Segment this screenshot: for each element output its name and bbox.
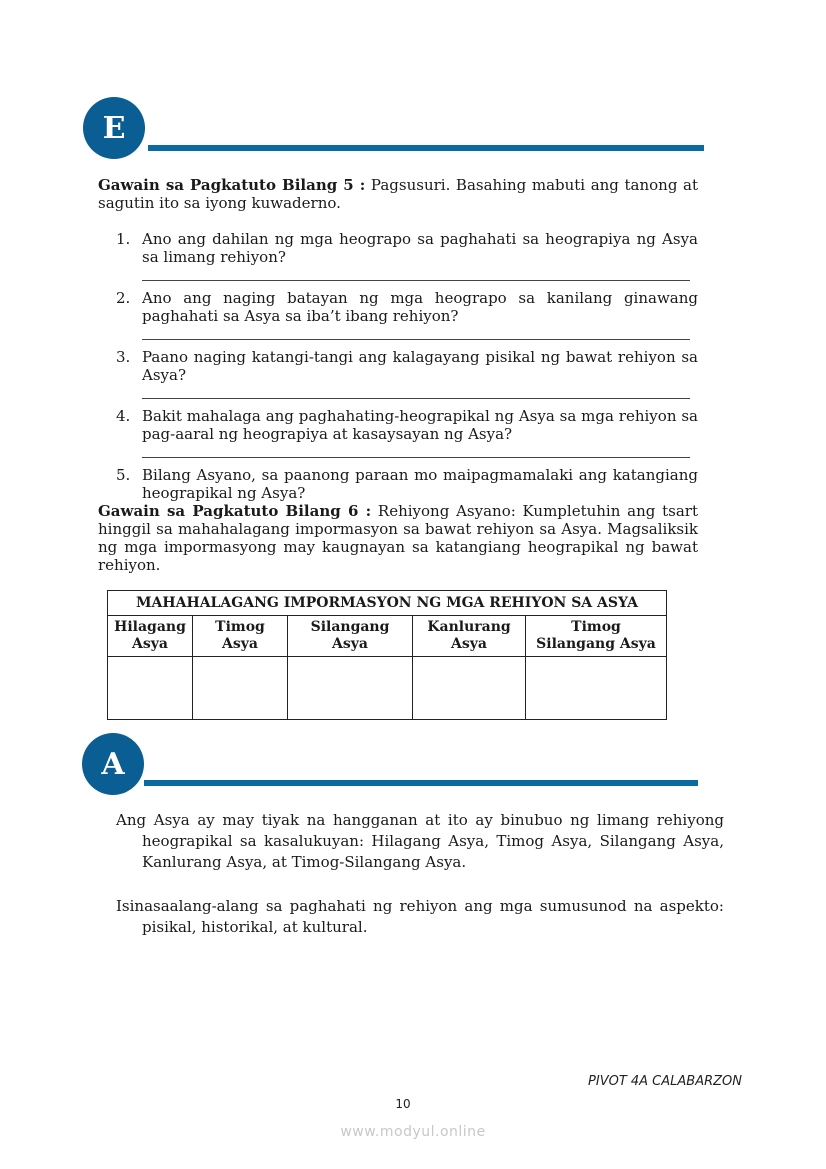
answer-cell-kanlurang-asya[interactable] [413, 657, 526, 720]
answer-line[interactable] [142, 447, 690, 458]
column-header-line: Hilagang [114, 619, 186, 635]
answer-line[interactable] [142, 270, 690, 281]
column-header-timog-silangang-asya [526, 616, 667, 657]
column-header-line: Asya [222, 636, 258, 652]
regions-info-table [107, 590, 667, 720]
answer-line[interactable] [142, 329, 690, 340]
question-number: 5. [116, 466, 131, 484]
column-header-timog-asya [193, 616, 288, 657]
section-a-paragraph: Ang Asya ay may tiyak na hangganan at ito ay binubuo ng limang rehiyong heograpikal sa kasalukuyan: Hilagang Asya, Timog Asya, Silangang Asya, Kanlurang Asya, at Timog-Silangang Asya. [116, 811, 724, 871]
column-header-line: Silangang [310, 619, 390, 635]
question-number: 1. [116, 230, 131, 248]
watermark: www.modyul.online [340, 1124, 486, 1140]
answer-cell-silangang-asya[interactable] [288, 657, 413, 720]
question-number: 2. [116, 289, 131, 307]
question-number: 4. [116, 407, 131, 425]
activity-6-intro [98, 502, 698, 574]
question-list [116, 230, 698, 502]
column-header-line: Timog [215, 619, 265, 635]
question-text: Ano ang dahilan ng mga heograpo sa paghahati sa heograpiya ng Asya sa limang rehiyon? [142, 230, 698, 266]
footer-brand: PIVOT 4A CALABARZON [588, 1074, 742, 1089]
answer-line[interactable] [142, 388, 690, 399]
question-text: Ano ang naging batayan ng mga heograpo sa kanilang ginawang paghahati sa Asya sa iba’t ibang rehiyon? [142, 289, 698, 325]
table-title: MAHAHALAGANG IMPORMASYON NG MGA REHIYON SA ASYA [108, 591, 667, 616]
question-item [116, 407, 698, 458]
question-text: Bakit mahalaga ang paghahating-heograpikal ng Asya sa mga rehiyon sa pag-aaral ng heograpiya at kasaysayan ng Asya? [142, 407, 698, 443]
question-text: Bilang Asyano, sa paanong paraan mo maipagmamalaki ang katangiang heograpikal ng Asya? [142, 466, 698, 502]
section-e-rule [148, 145, 704, 151]
answer-cell-timog-asya[interactable] [193, 657, 288, 720]
question-text: Paano naging katangi-tangi ang kalagayang pisikal ng bawat rehiyon sa Asya? [142, 348, 698, 384]
question-item [116, 466, 698, 502]
question-item [116, 348, 698, 399]
column-header-line: Timog [571, 619, 621, 635]
activity-5-instruction: Pagsusuri. Basahing mabuti ang tanong at sagutin ito sa iyong kuwaderno. [98, 176, 698, 212]
column-header-silangang-asya [288, 616, 413, 657]
answer-cell-hilagang-asya[interactable] [108, 657, 193, 720]
question-number: 3. [116, 348, 131, 366]
column-header-line: Kanlurang [427, 619, 511, 635]
section-e-badge: E [83, 97, 145, 159]
activity-6-instruction: Rehiyong Asyano: Kumpletuhin ang tsart hinggil sa mahahalagang impormasyon sa bawat rehiyon sa Asya. Magsaliksik ng mga impormasyong may kaugnayan sa katangiang heograpikal ng bawat rehiyon. [98, 502, 698, 574]
column-header-hilagang-asya [108, 616, 193, 657]
column-header-line: Asya [451, 636, 487, 652]
column-header-line: Silangang Asya [536, 636, 656, 652]
column-header-line: Asya [132, 636, 168, 652]
answer-cell-timog-silangang-asya[interactable] [526, 657, 667, 720]
activity-5-title: Gawain sa Pagkatuto Bilang 5 : [98, 176, 366, 194]
question-item [116, 289, 698, 340]
page-number: 10 [395, 1097, 411, 1111]
section-a-rule [144, 780, 698, 786]
question-item [116, 230, 698, 281]
column-header-kanlurang-asya [413, 616, 526, 657]
column-header-line: Asya [332, 636, 368, 652]
activity-6-title: Gawain sa Pagkatuto Bilang 6 : [98, 502, 372, 520]
activity-5-intro [98, 176, 698, 212]
section-a-badge: A [82, 733, 144, 795]
section-a-paragraph: Isinasaalang-alang sa paghahati ng rehiyon ang mga sumusunod na aspekto: pisikal, historikal, at kultural. [116, 897, 724, 936]
